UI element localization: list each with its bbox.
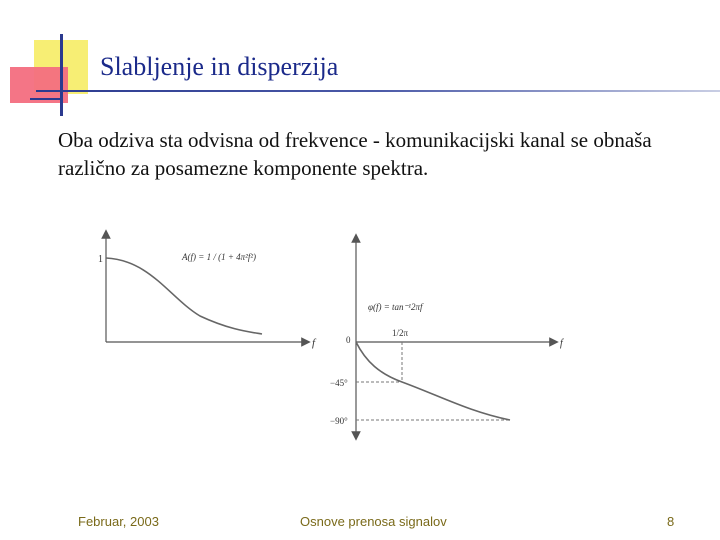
decor-title-underline [36, 90, 720, 92]
phase-x-label: f [560, 338, 563, 349]
footer-date: Februar, 2003 [78, 514, 159, 529]
slide-title: Slabljenje in disperzija [100, 52, 339, 81]
attenuation-curve [106, 258, 262, 334]
phase-origin-label: 0 [346, 335, 351, 345]
slide-body-text: Oba odziva sta odvisna od frekvence - komunikacijski kanal se obnaša različno za posamezne komponente spektra. [58, 128, 652, 180]
phase-curve [356, 342, 510, 420]
phase-formula: φ(f) = tan⁻¹2πf [368, 302, 423, 312]
footer-page-number: 8 [667, 514, 675, 529]
decor-short-line [30, 98, 62, 100]
footer-title: Osnove prenosa signalov [300, 514, 447, 529]
decor-vertical-line [60, 34, 63, 116]
attenuation-formula: A(f) = 1 / (1 + 4π²f²) [182, 252, 257, 262]
phase-tick-45: −45° [330, 378, 348, 388]
phase-x-mark-label: 1/2π [392, 328, 409, 338]
attenuation-figure [90, 228, 330, 358]
attenuation-y-tick: 1 [98, 254, 103, 265]
phase-figure [320, 232, 580, 444]
attenuation-x-label: f [312, 337, 316, 349]
phase-tick-90: −90° [330, 416, 348, 426]
